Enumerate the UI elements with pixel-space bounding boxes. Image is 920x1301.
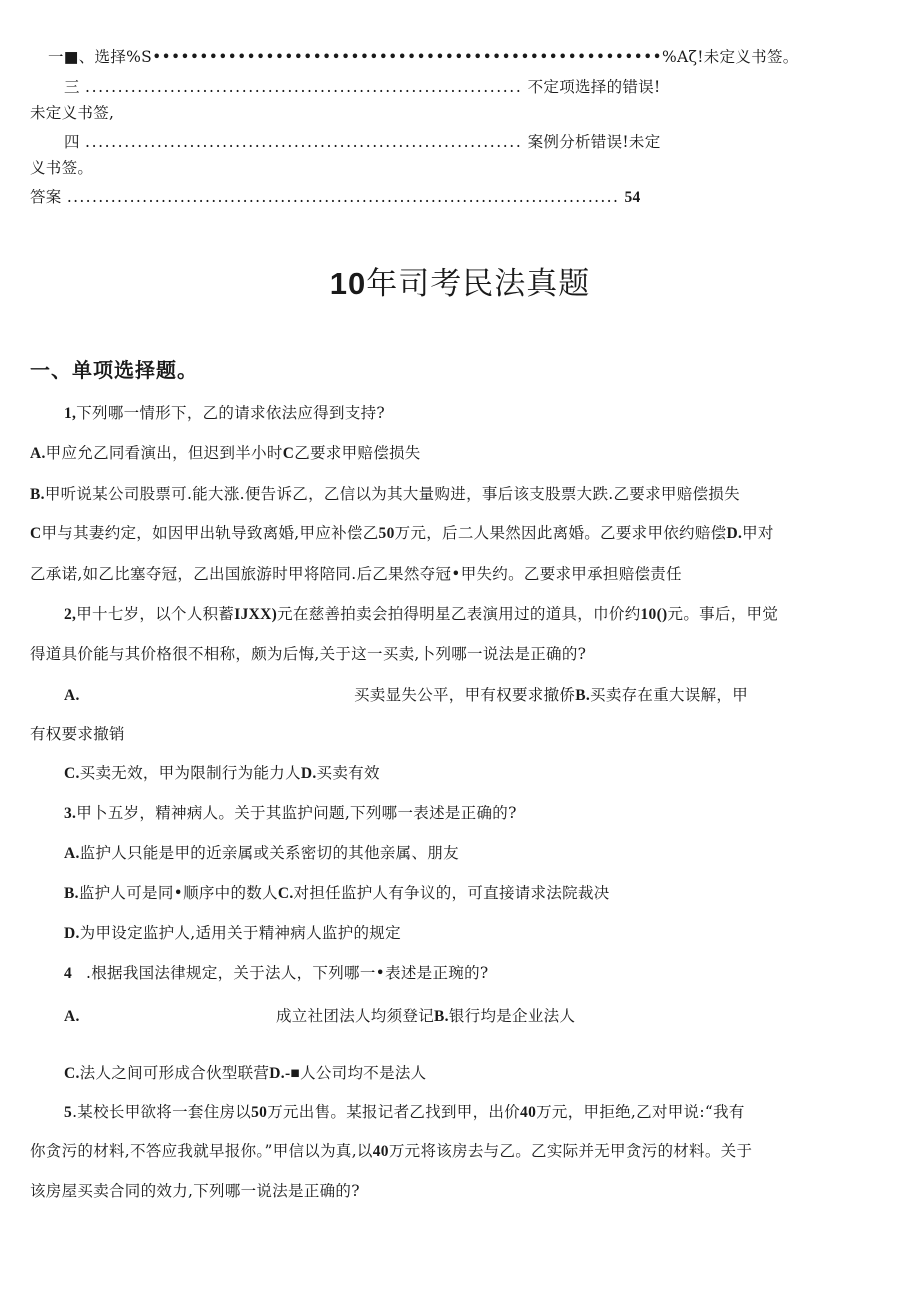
question-4-stem [64, 962, 72, 985]
option-key: C. [277, 885, 294, 902]
amount: IJXX) [234, 606, 278, 623]
option-key: B. [30, 486, 45, 503]
option-key: D. [300, 765, 317, 782]
question-3-option-d [64, 922, 401, 945]
question-1-option-a [30, 442, 421, 465]
question-text: 该房屋买卖合同的效力,下列哪一说法是正确的? [30, 1182, 360, 1200]
question-1-option-b [30, 483, 740, 506]
section-heading: 一、单项选择题。 [30, 358, 198, 382]
question-number: 3. [64, 805, 77, 822]
page-title [0, 258, 920, 303]
toc-page-number: 54 [624, 189, 641, 206]
toc-entry-answers[interactable] [30, 186, 641, 209]
toc-entry-wrap [30, 102, 114, 124]
question-text: 万元出售。某报记者乙找到甲，出价 [267, 1103, 521, 1121]
question-3-stem [64, 802, 517, 825]
question-text: 你贪污的材料,不答应我就早报你。”甲信以为真,以 [30, 1142, 373, 1160]
question-text: 元在慈善拍卖会拍得明星乙表演用过的道具，巾价约 [277, 605, 641, 623]
toc-entry-text: 一■、选择%S••••••••••••••••••••••••••••••••••••••••••••••••••••••%Aζ!未定义书签。 [48, 48, 799, 66]
toc-leader-dots: ................................................................... [85, 78, 523, 96]
option-text: 监护人只能是甲的近亲属或关系密切的其他亲属、朋友 [79, 844, 459, 862]
option-key: C. [64, 1065, 80, 1082]
question-3-option-b [64, 882, 610, 905]
question-2-stem [64, 603, 778, 626]
question-4-stem-text [86, 962, 488, 984]
toc-entry-text: 未定义书签, [30, 104, 115, 122]
option-text: 买卖显失公平，甲有权要求撤侨 [354, 686, 576, 704]
question-number: 1, [64, 405, 77, 422]
option-text: 成立社团法人均须登记 [276, 1007, 435, 1025]
option-text: 对担任监护人有争议的，可直接请求法院裁决 [293, 884, 610, 902]
toc-leader-dots: ........................................................................................ [66, 188, 620, 206]
option-key: B. [434, 1008, 449, 1025]
question-2-option-b-cont [30, 723, 125, 745]
option-text: 有权要求撤销 [30, 725, 125, 743]
question-number: 5 [64, 1104, 73, 1121]
option-text: 甲对 [742, 524, 774, 542]
question-number: 2, [64, 606, 77, 623]
amount: 50 [378, 525, 395, 542]
title-year: 10 [329, 266, 367, 301]
question-2-stem-cont [30, 643, 586, 665]
option-text: 为甲设定监护人,适用关于精神病人监护的规定 [79, 924, 401, 942]
question-5-stem-cont [30, 1140, 752, 1163]
question-1-stem [64, 402, 385, 425]
question-text: 元。事后，甲觉 [667, 605, 779, 623]
question-text: 甲十七岁，以个人积蓄 [76, 605, 235, 623]
toc-entry-indefinite[interactable] [64, 76, 661, 98]
option-text: 甲与其妻约定，如因甲出轨导致离婚,甲应补偿乙 [41, 524, 379, 542]
title-text: 年司考民法真题 [366, 266, 591, 302]
option-key: A. [64, 687, 80, 704]
option-text: 甲应允乙同看演出，但迟到半小时 [45, 444, 283, 462]
option-text: 买卖无效，甲为限制行为能力人 [79, 764, 301, 782]
question-5-stem-cont [30, 1180, 360, 1202]
toc-entry-tail: 不定项选择的错误! [527, 78, 661, 96]
toc-entry-wrap [30, 157, 93, 179]
option-text: 监护人可是同•顺序中的数人 [78, 884, 278, 902]
option-text: 法人之间可形成合伙型联营 [79, 1064, 270, 1082]
option-text: 人公司均不是法人 [300, 1064, 427, 1082]
toc-entry-label: 三 [64, 78, 80, 96]
amount: 40 [372, 1143, 389, 1160]
question-3-option-a [64, 842, 459, 865]
question-text: .根据我国法律规定，关于法人，下列哪一•表述是正琬的? [86, 964, 489, 982]
question-number: 4 [64, 965, 73, 982]
question-1-option-d [30, 563, 682, 585]
question-4-option-c [64, 1062, 426, 1085]
option-key: A. [30, 445, 46, 462]
question-4-option-a [276, 1005, 575, 1028]
toc-entry-case[interactable] [64, 131, 661, 153]
question-text: 得道具价能与其价格很不相称，颇为后悔,关于这一买卖,卜列哪一说法是正确的? [30, 645, 587, 663]
option-key: C [282, 445, 295, 462]
question-5-stem [64, 1101, 745, 1124]
option-key: A. [64, 1008, 80, 1025]
option-key: D.-■ [269, 1065, 301, 1082]
option-text: 买卖有效 [316, 764, 380, 782]
option-key: D. [64, 925, 80, 942]
toc-entry-tail: 案例分析错误!未定 [527, 133, 661, 151]
question-text: 下列哪一情形下，乙的请求依法应得到支持? [76, 404, 386, 422]
amount: 10() [640, 606, 668, 623]
toc-leader-dots: ................................................................... [85, 133, 523, 151]
question-text: 甲卜五岁，精神病人。关于其监护问题,下列哪一表述是正确的? [76, 804, 517, 822]
option-text: 买卖存在重大误解，甲 [590, 686, 749, 704]
amount: 50 [251, 1104, 268, 1121]
option-text: 银行均是企业法人 [448, 1007, 576, 1025]
option-text: 甲听说某公司股票可.能大涨.便告诉乙，乙信以为其大量购进，事后该支股票大跌.乙要求甲赔偿损失 [44, 485, 740, 503]
question-1-option-c [30, 522, 774, 545]
toc-entry-text: 义书签。 [30, 159, 94, 177]
option-key: B. [575, 687, 591, 704]
question-4-option-a-key [64, 1005, 80, 1028]
option-text: 乙承诺,如乙比塞夺冠，乙出国旅游时甲将陪同.后乙果然夺冠•甲失约。乙要求甲承担赔偿责任 [30, 565, 682, 583]
toc-entry-label: 答案 [30, 188, 62, 206]
question-text: 万元将该房去与乙。乙实际并无甲贪污的材料。关于 [388, 1142, 753, 1160]
question-2-option-a [354, 684, 748, 707]
toc-entry-label: 四 [64, 133, 80, 151]
question-text: .某校长甲欲将一套住房以 [72, 1103, 252, 1121]
question-2-option-a-key [64, 684, 80, 707]
option-key: A. [64, 845, 80, 862]
option-text: 乙要求甲赔偿损失 [294, 444, 421, 462]
option-key: B. [64, 885, 79, 902]
question-2-option-c [64, 762, 380, 785]
question-text: 万元，甲拒绝,乙对甲说:“我有 [536, 1103, 745, 1121]
option-key: D. [726, 525, 743, 542]
amount: 40 [520, 1104, 537, 1121]
option-text: 万元，后二人果然因此离婚。乙要求甲依约赔偿 [394, 524, 727, 542]
toc-entry-choice[interactable] [48, 46, 799, 68]
option-key: C. [64, 765, 80, 782]
option-key: C [30, 525, 42, 542]
